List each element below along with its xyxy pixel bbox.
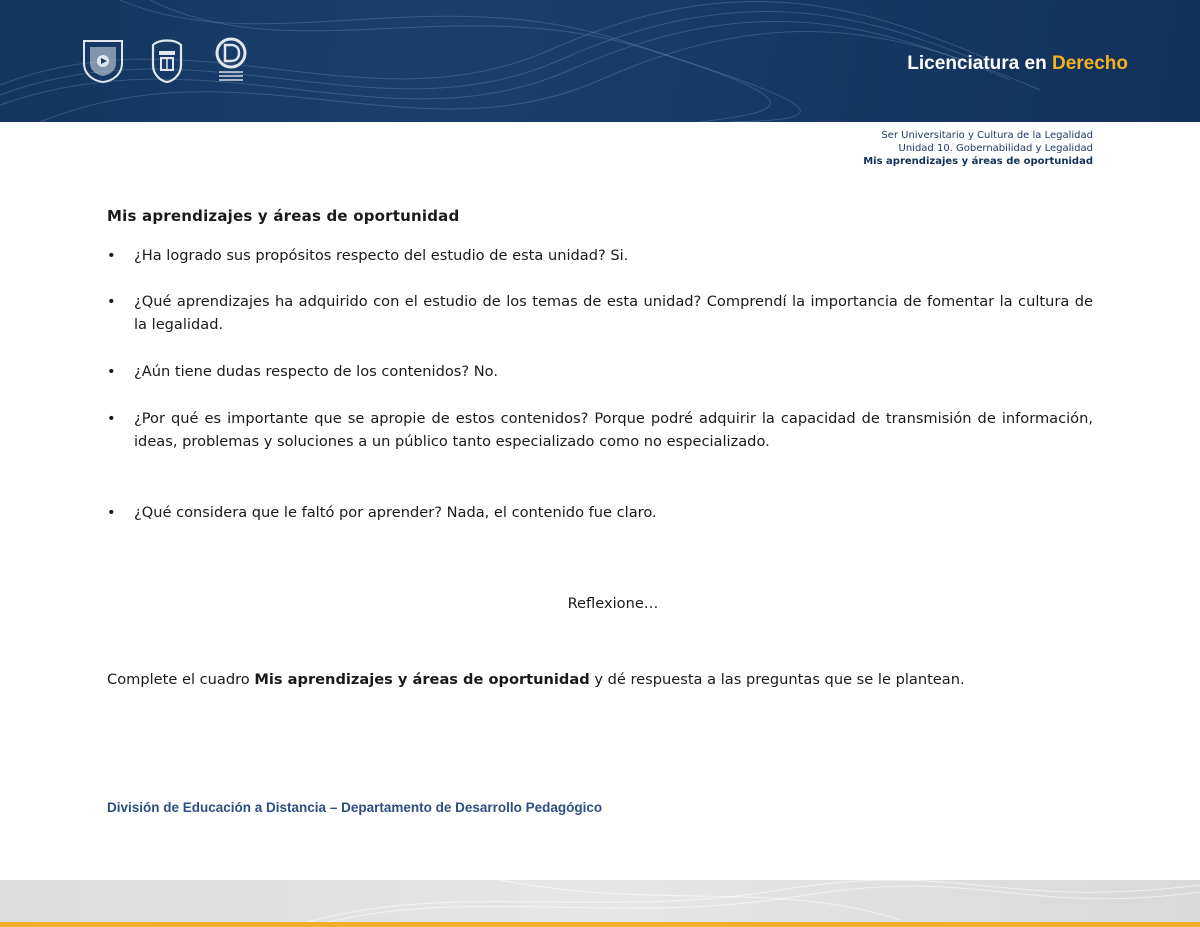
footer-band — [0, 880, 1200, 924]
facultad-shield-icon — [146, 36, 188, 84]
footer-accent-line — [0, 922, 1200, 927]
bullet: • — [107, 504, 116, 521]
unit-info — [863, 129, 1093, 168]
question-text: ¿Qué aprendizajes ha adquirido con el estudio de los temas de esta unidad? Comprendí la importancia de fomentar la cultura de la legalidad. — [134, 293, 1093, 333]
list-item — [107, 407, 1093, 453]
instruction-after: y dé respuesta a las preguntas que se le plantean. — [589, 671, 965, 688]
ded-logo-icon — [210, 36, 252, 84]
question-text: ¿Qué considera que le faltó por aprender? Nada, el contenido fue claro. — [134, 504, 657, 521]
question-text: ¿Aún tiene dudas respecto de los contenidos? No. — [134, 363, 498, 380]
bullet: • — [107, 247, 116, 264]
footer-waves-decoration — [0, 880, 1200, 924]
program-title — [907, 53, 1128, 75]
program-title-accent: Derecho — [1051, 53, 1128, 74]
unam-shield-icon — [82, 36, 124, 84]
program-title-prefix: Licenciatura en — [907, 53, 1047, 74]
section-title: Mis aprendizajes y áreas de oportunidad — [107, 207, 460, 225]
instruction-text — [107, 671, 965, 688]
bullet: • — [107, 410, 116, 427]
reflect-text: Reflexione… — [567, 595, 659, 612]
list-item — [107, 244, 1093, 267]
course-name: Ser Universitario y Cultura de la Legalidad — [881, 130, 1093, 141]
bullet: • — [107, 293, 116, 310]
instruction-before: Complete el cuadro — [107, 671, 255, 688]
institution-logos — [82, 36, 252, 84]
list-item — [107, 501, 1093, 524]
list-item — [107, 360, 1093, 383]
page-header — [0, 0, 1200, 122]
instruction-bold: Mis aprendizajes y áreas de oportunidad — [254, 671, 590, 688]
question-text: ¿Ha logrado sus propósitos respecto del estudio de esta unidad? Si. — [134, 247, 629, 264]
list-item — [107, 290, 1093, 336]
activity-name: Mis aprendizajes y áreas de oportunidad — [863, 156, 1093, 167]
bullet: • — [107, 363, 116, 380]
footer-department: División de Educación a Distancia – Departamento de Desarrollo Pedagógico — [107, 800, 603, 815]
unit-name: Unidad 10. Gobernabilidad y Legalidad — [898, 143, 1093, 154]
question-text: ¿Por qué es importante que se apropie de estos contenidos? Porque podré adquirir la capacidad de transmisión de información, ideas, problemas y soluciones a un público tanto especializado como no especializado. — [134, 410, 1093, 450]
